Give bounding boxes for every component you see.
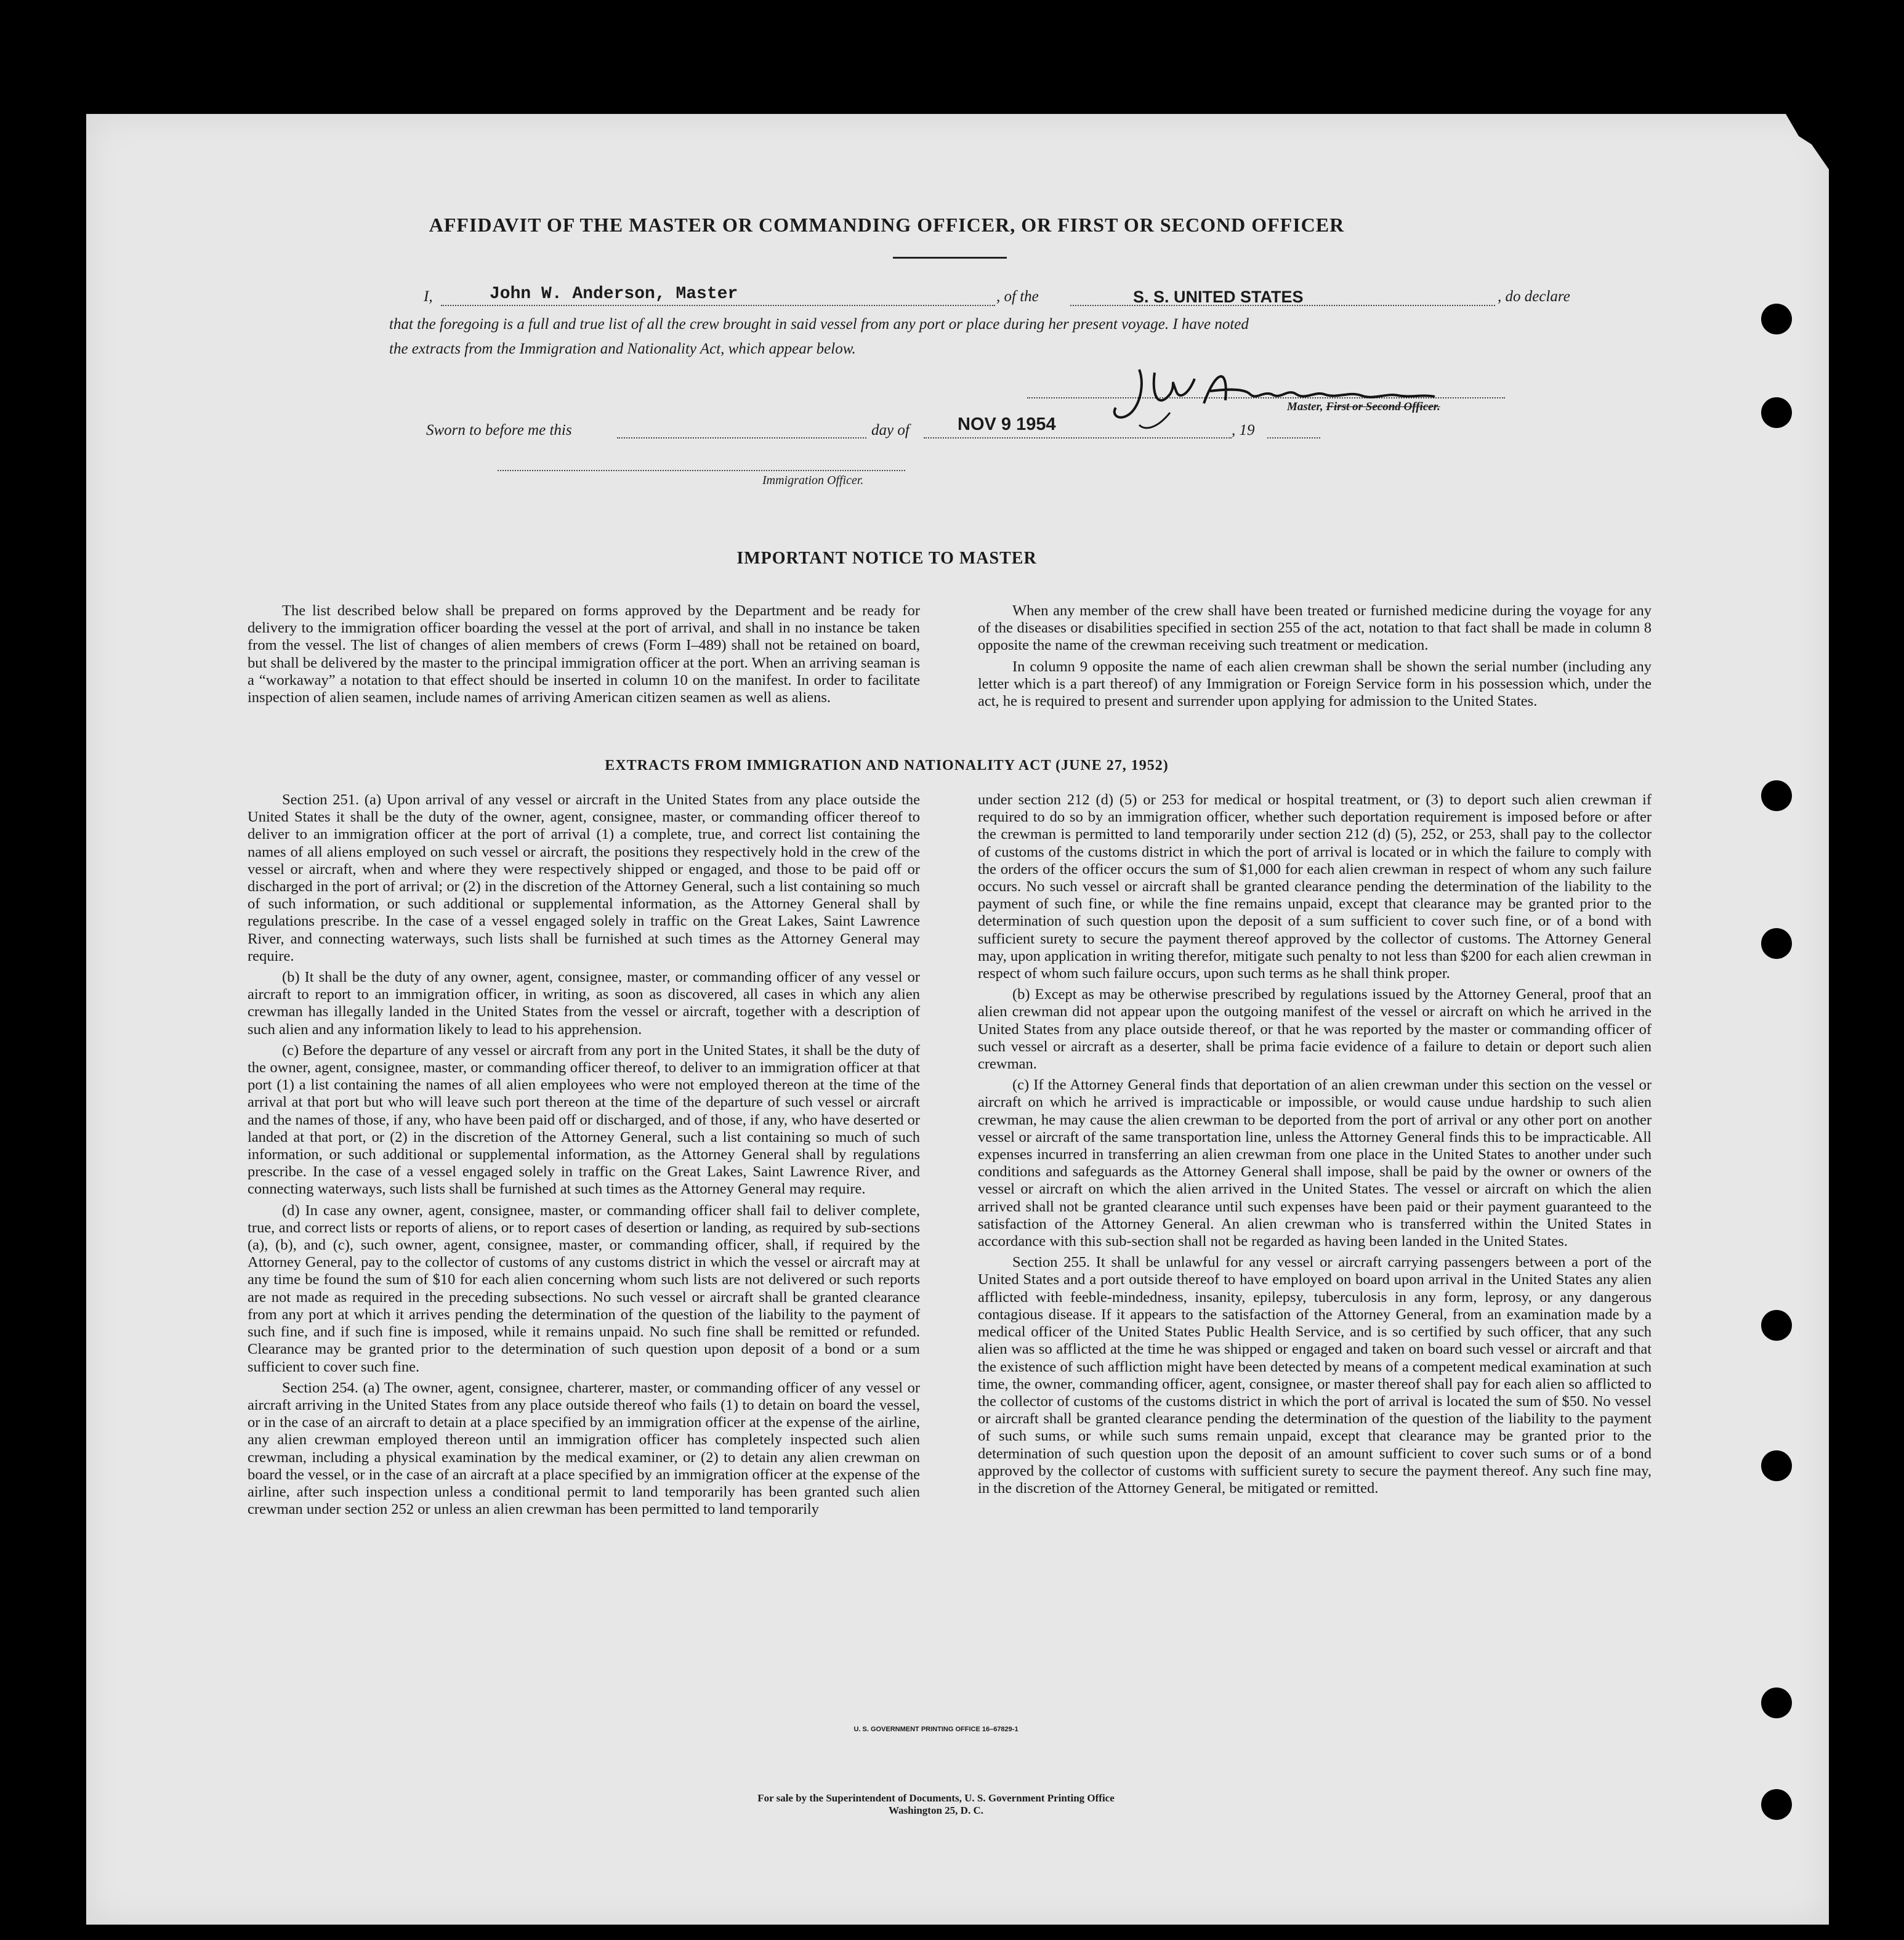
year-line [1267,437,1320,439]
act-paragraph: (b) It shall be the duty of any owner, agent, consignee, master, or commanding officer of any vessel or aircraft to report to an immigration officer, in writing, as soon as discovered, all cases in which any alien crewman has illegally landed in the United States from the vessel or aircraft, together with a description of such alien and any information likely to lead to his apprehension. [248,969,920,1038]
notice-right-column [978,602,1652,714]
act-paragraph: Section 255. It shall be unlawful for any vessel or aircraft carrying passengers between a port of the United States and a port outside thereof to have employed on board upon arrival in the United States any alien afflicted with feeble-mindedness, insanity, epilepsy, tuberculosis in any form, leprosy, or any dangerous contagious disease. If it appears to the satisfaction of the Attorney General, from an examination made by a medical officer of the United States Public Health Service, and is so certified by such officer, that any such alien was so afflicted at the time he was shipped or engaged and taken on board such vessel or aircraft and that the existence of such affliction might have been detected by means of a competent medical examination at such time, the owner, commanding officer, agent, consignee, or master thereof shall pay for each alien so afflicted to the collector of customs of the customs district in which the port of arrival is located the sum of $50. No vessel or aircraft shall be granted clearance pending the determination of the question of the liability to the payment of such sums, or while such sums remain unpaid, except that clearance may be granted prior to the determination of such question upon the deposit of an amount sufficient to cover such sums or of a bond approved by the collector of customs with sufficient surety to secure the payment thereof. Any such fine may, in the discretion of the Attorney General, be mitigated or remitted. [978,1254,1652,1497]
declare-prefix: I, [424,288,433,305]
vessel-name: S. S. UNITED STATES [1133,288,1304,306]
binder-hole [1761,304,1792,334]
act-paragraph: (b) Except as may be otherwise prescribed by regulations issued by the Attorney General, proof that an alien crewman did not appear upon the outgoing manifest of the vessel or aircraft on which he arrived in the United States from any place outside thereof, or that he was reported by the master or commanding officer of such vessel or aircraft as a deserter, shall be prima facie evidence of a failure to detain or deport such alien crewman. [978,986,1652,1073]
binder-hole [1761,1789,1792,1820]
year-label: , 19 [1232,422,1255,439]
binder-hole [1761,1687,1792,1718]
notice-paragraph: The list described below shall be prepared on forms approved by the Department and be ready for delivery to the immigration officer boarding the vessel at the port of arrival, and shall in no instance be taken from the vessel. The list of changes of alien members of crews (Form I–489) shall not be retained on board, but shall be delivered by the master to the principal immigration officer at the port. When an arriving seaman is a “workaway” a notation to that effect should be inserted in column 10 on the manifest. In order to facilitate inspection of alien seamen, include names of arriving American citizen seamen as well as aliens. [248,602,920,706]
notice-paragraph: When any member of the crew shall have been treated or furnished medicine during the voyage for any of the diseases or disabilities specified in section 255 of the act, notation to that fact shall be made in column 8 opposite the name of the crewman receiving such treatment or medication. [978,602,1652,654]
do-declare-label: , do declare [1498,288,1570,305]
torn-corner [1786,114,1829,169]
master-caption-master: Master, [1287,400,1323,413]
binder-hole [1761,780,1792,811]
washington-address: Washington 25, D. C. [889,1805,983,1816]
binder-hole [1761,928,1792,959]
notice-left-column [248,602,920,710]
date-stamp: NOV 9 1954 [958,414,1056,434]
binder-hole [1761,1450,1792,1481]
immigration-officer-caption: Immigration Officer. [762,474,864,487]
declaration-text-2: the extracts from the Immigration and Nationality Act, which appear below. [389,341,856,357]
for-sale-notice: For sale by the Superintendent of Documents, U. S. Government Printing Office [757,1792,1115,1804]
extracts-left-column [248,791,920,1522]
notice-paragraph: In column 9 opposite the name of each alien crewman shall be shown the serial number (including any letter which is a part thereof) of any Immigration or Foreign Service form in his possession which, under the act, he is required to present and surrender upon applying for admission to the United States. [978,658,1652,710]
sworn-label: Sworn to before me this [426,422,572,439]
act-paragraph: (c) If the Attorney General finds that deportation of an alien crewman under this section on the vessel or aircraft on which he arrived is impracticable or impossible, or would cause undue hardship to such alien crewman, he may cause the alien crewman to be deported from the port of arrival or any other port on another vessel or aircraft of the same transportation line, unless the Attorney General finds this to be impracticable. All expenses incurred in transferring an alien crewman from one place in the United States to another under such conditions and safeguards as the Attorney General shall impose, shall be paid by the owner or owners of the vessel or aircraft on which the alien arrived in the United States. The vessel or aircraft on which the alien arrived shall not be granted clearance until such expenses have been paid or their payment guaranteed to the satisfaction of the Attorney General. An alien crewman who is transferred within the United States in accordance with this sub-section shall not be regarded as having been landed in the United States. [978,1077,1652,1250]
name-line [441,305,995,306]
act-paragraph: (c) Before the departure of any vessel or aircraft from any port in the United States, it shall be the duty of the owner, agent, consignee, master, or commanding officer thereof, to deliver to an immigration officer at that port (1) a list containing the names of all alien employees who were not employed thereon at the time of the arrival at that port but who will leave such port thereon at the time of the departure of such vessel or aircraft and the names of those, if any, who have been paid off or discharged, and of those, if any, who have deserted or landed at that port, or (2) in the discretion of the Attorney General, such a list containing so much of such information, or such additional or supplemental information, as the Attorney General shall by regulations prescribe. In the case of a vessel engaged solely in traffic on the Great Lakes, Saint Lawrence River, and connecting waterways, such lists shall be furnished at such times as the Attorney General may require. [248,1041,920,1198]
day-of-label: day of [871,422,910,439]
title-rule [893,257,1007,259]
printing-office-code: U. S. GOVERNMENT PRINTING OFFICE 16–67829-1 [853,1726,1019,1733]
act-paragraph: Section 251. (a) Upon arrival of any vessel or aircraft in the United States from any place outside the United States it shall be the duty of the owner, agent, consignee, master, or commanding officer thereof to deliver to an immigration officer at the port of arrival (1) a complete, true, and correct list containing the names of all aliens employed on such vessel or aircraft, the positions they respectively hold in the crew of the vessel or aircraft, when and where they were respectively shipped or engaged, and those to be paid off or discharged in the port of arrival; or (2) in the discretion of the Attorney General, such a list containing so much of such information, or such additional or supplemental information, as the Attorney General shall by regulations prescribe. In the case of a vessel engaged solely in traffic on the Great Lakes, Saint Lawrence River, and connecting waterways, such lists shall be furnished at such times as the Attorney General may require. [248,791,920,964]
notice-title: IMPORTANT NOTICE TO MASTER [736,549,1037,568]
extracts-right-column [978,791,1652,1501]
act-paragraph: under section 212 (d) (5) or 253 for medical or hospital treatment, or (3) to deport such alien crewman if required to do so by an immigration officer, whether such deportation requirement is imposed before or after the crewman is permitted to land temporarily under section 212 (d) (5), 252, or 253, shall pay to the collector of customs of the customs district in which the port of arrival is located or in which the failure to comply with the orders of the officer occurs the sum of $1,000 for each alien crewman in respect of whom any such failure occurs. No such vessel or aircraft shall be granted clearance pending the determination of the liability to the payment of such fine, or while the fine remains unpaid, except that clearance may be granted prior to the determination of such question upon the deposit of a sum sufficient to cover such fine, or of a bond with sufficient surety to secure the payment thereof approved by the collector of customs. The Attorney General may, upon application in writing therefor, mitigate such penalty to not less than $200 for each alien crewman in respect of whom such failure occurs, upon such terms as he shall think proper. [978,791,1652,982]
handwritten-signature [1102,357,1496,434]
affidavit-title: AFFIDAVIT OF THE MASTER OR COMMANDING OFFICER, OR FIRST OR SECOND OFFICER [429,214,1345,236]
extracts-title: EXTRACTS FROM IMMIGRATION AND NATIONALITY ACT (JUNE 27, 1952) [605,758,1169,774]
master-name: John W. Anderson, Master [490,285,738,304]
sworn-day-line [617,437,866,439]
declaration-text-1: that the foregoing is a full and true list of all the crew brought in said vessel from any port or place during her present voyage. I have noted [389,316,1249,333]
master-caption-struck: First or Second Officer. [1326,400,1440,413]
document-page [86,114,1829,1925]
act-paragraph: (d) In case any owner, agent, consignee, master, or commanding officer shall fail to deliver complete, true, and correct lists or reports of aliens, or to report cases of desertion or landing, as required by sub-sections (a), (b), and (c), such owner, agent, consignee, master, or commanding officer, shall, if required by the Attorney General, pay to the collector of customs of any customs district in which the vessel or aircraft may at any time be found the sum of $10 for each alien concerning whom such lists are not delivered or such reports are not made as required in the preceding subsections. No such vessel or aircraft shall be granted clearance from any port at which it arrives pending the determination of the question of the liability to the payment of such fine, and if such fine is imposed, while it remains unpaid. No such fine shall be remitted or refunded. Clearance may be granted prior to the determination of such question upon deposit of a bond or a sum sufficient to cover such fine. [248,1202,920,1375]
month-line [924,437,1232,439]
master-caption [1287,400,1440,414]
of-the-label: , of the [996,288,1039,305]
binder-hole [1761,1310,1792,1341]
act-paragraph: Section 254. (a) The owner, agent, consignee, charterer, master, or commanding officer of any vessel or aircraft arriving in the United States from any place outside thereof who fails (1) to detain on board the vessel, or in the case of an aircraft to detain at a place specified by an immigration officer at the expense of the airline, any alien crewman employed thereon until an immigration officer has completely inspected such alien crewman, including a physical examination by the medical examiner, or (2) to detain any alien crewman on board the vessel, or in the case of an aircraft at a place specified by an immigration officer at the expense of the airline, after such inspection unless a conditional permit to land temporarily has been granted such alien crewman under section 252 or unless an alien crewman has been permitted to land temporarily [248,1379,920,1518]
immigration-officer-line [498,470,905,471]
binder-hole [1761,397,1792,428]
